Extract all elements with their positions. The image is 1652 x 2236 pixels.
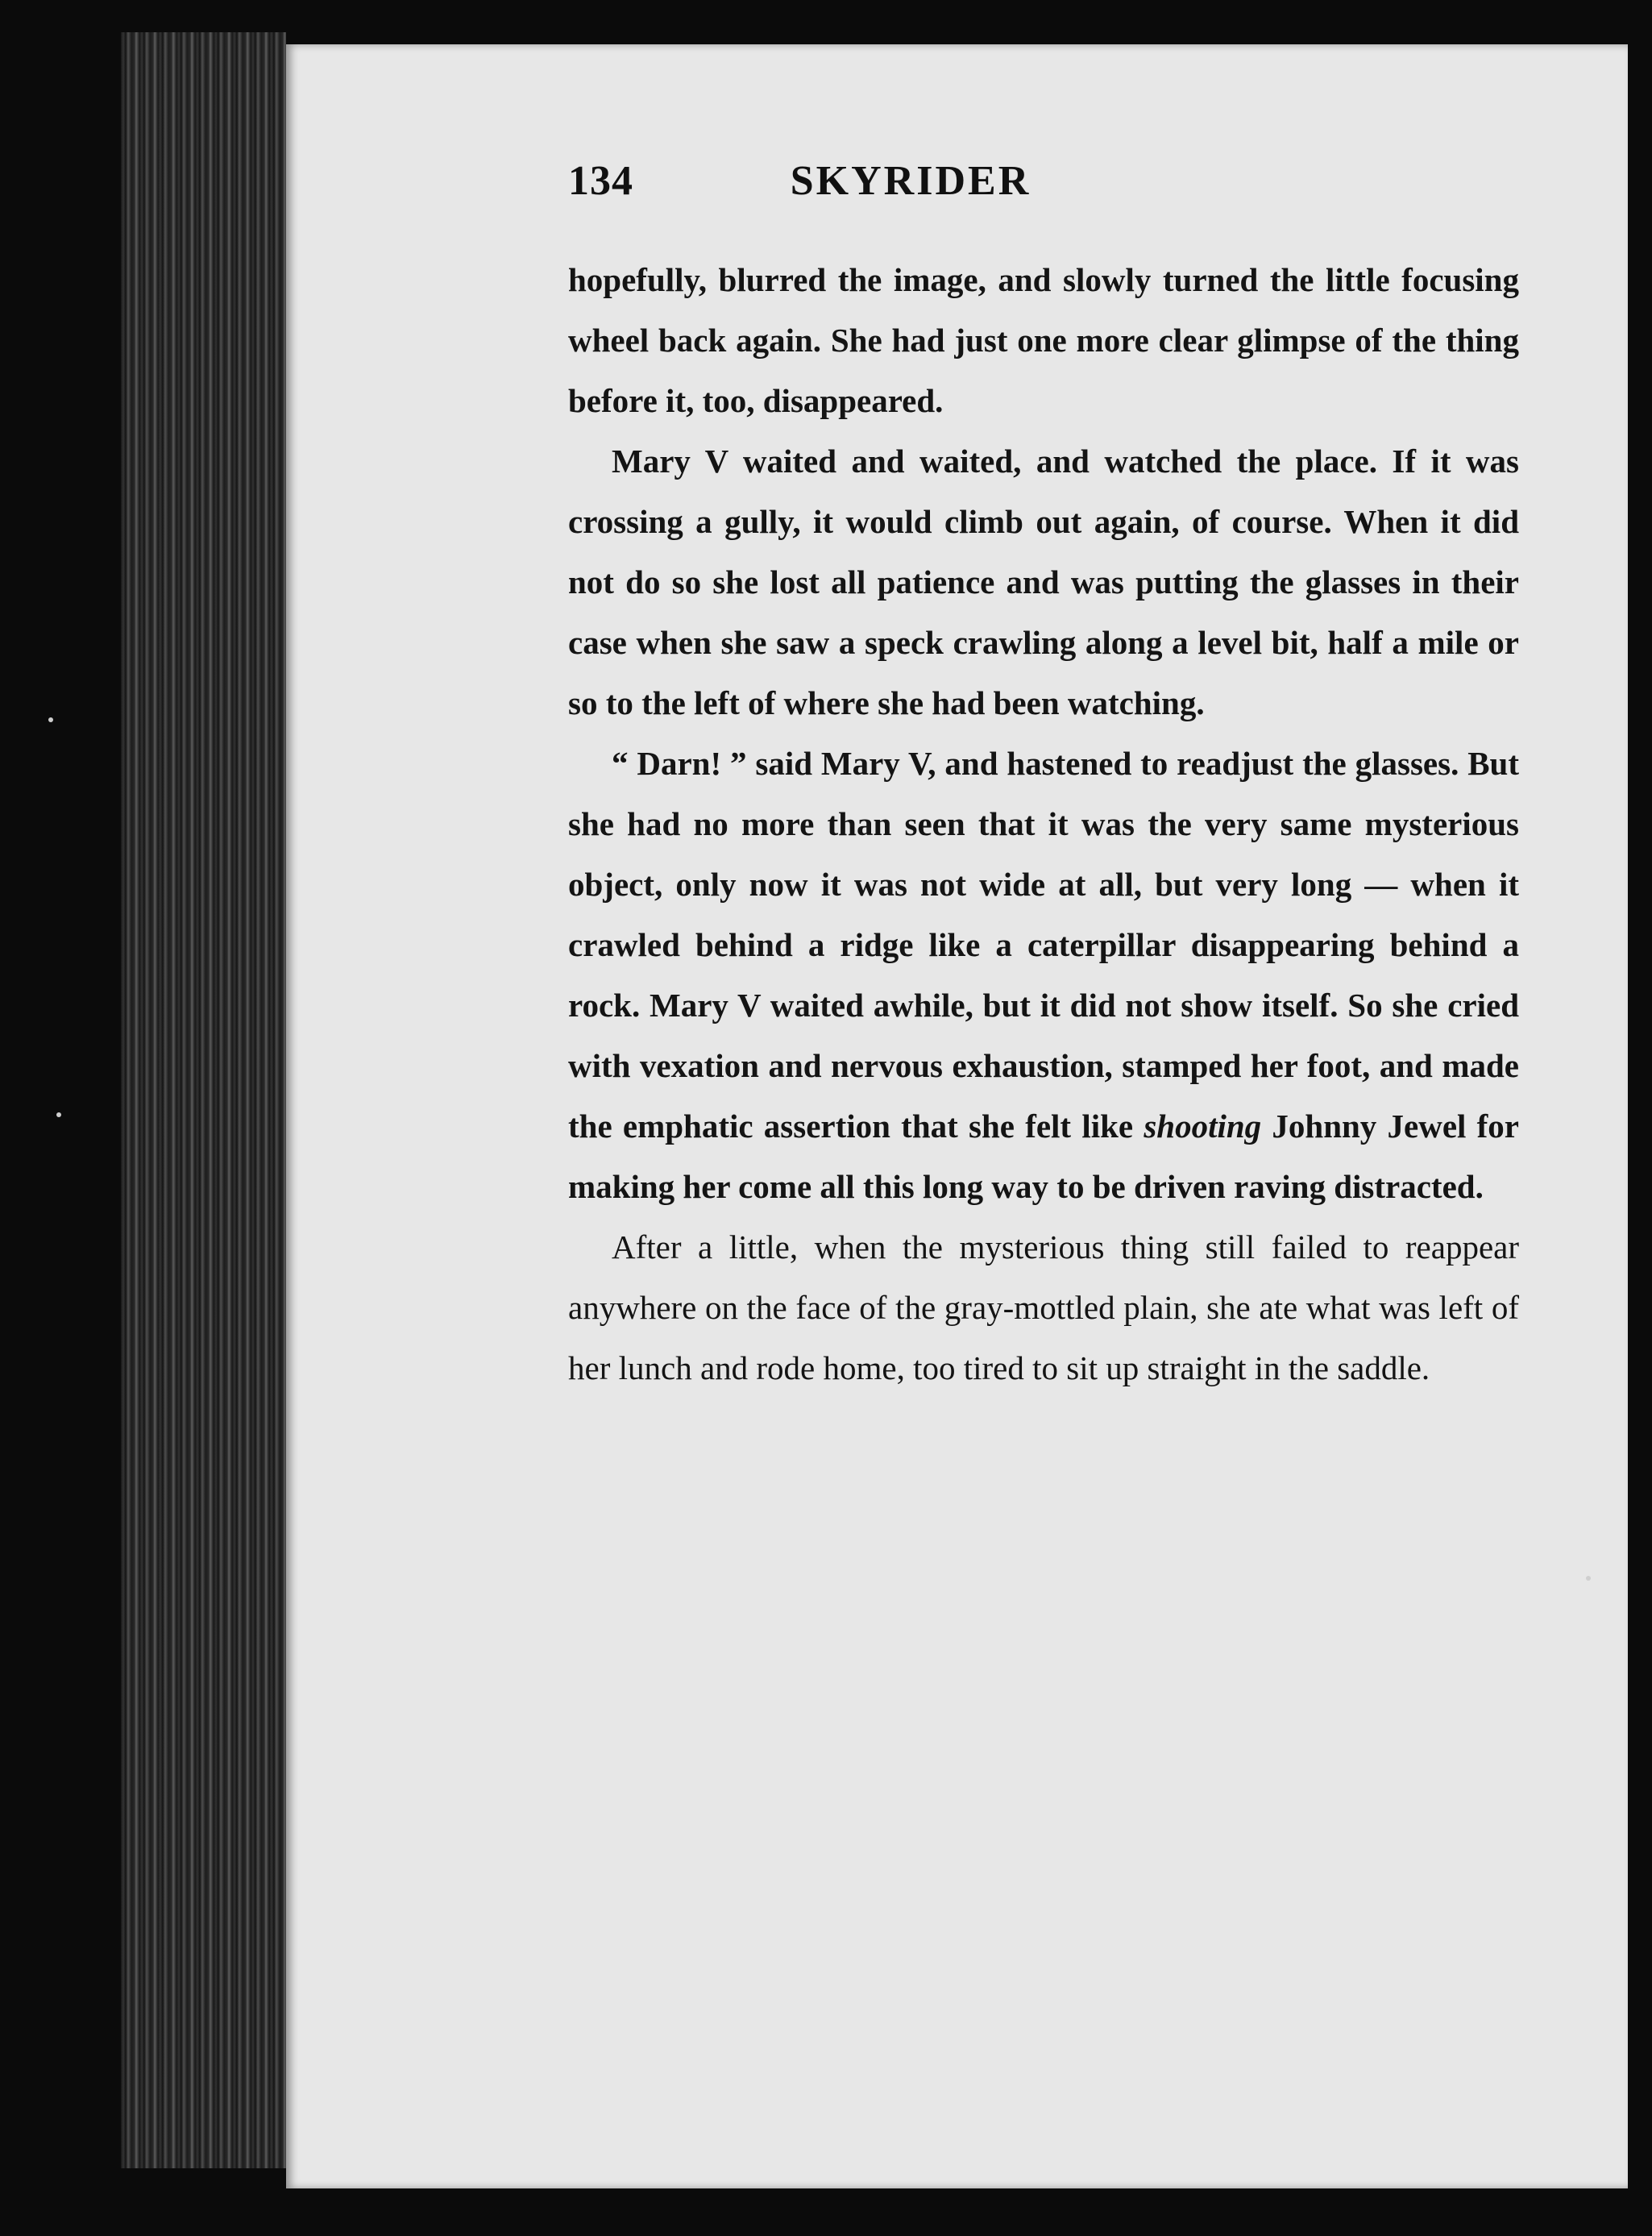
book-spine-edge (121, 32, 286, 2168)
running-head (568, 157, 1197, 214)
body-text (568, 250, 1519, 1399)
scan-border (1628, 44, 1652, 2188)
paragraph-1: hopefully, blurred the image, and slowly turned the little focusing wheel back again. She had just one more clear glimpse of the thing before it, too, disappeared. (568, 261, 1519, 419)
paragraph-2: Mary V waited and waited, and watched the place. If it was crossing a gully, it would climb out again, of course. When it did not do so she lost all patience and was putting the glasses in their case when she saw a speck crawling along a level bit, half a mile or so to the left of where she had been watching. (568, 443, 1519, 721)
paragraph-3 (568, 734, 1519, 1217)
running-title: SKYRIDER (790, 158, 1031, 204)
paragraph-3-tail: Johnny Jewel for making her come all this long way to be driven raving distracted. (568, 1108, 1520, 1205)
paragraph-4: After a little, when the mysterious thing still failed to reappear anywhere on the face of the gray-mottled plain, she ate what was left of her lunch and rode home, too tired to sit up straight in the saddle. (568, 1228, 1519, 1386)
scan-speck (56, 1112, 61, 1117)
scan-speck (1586, 1576, 1591, 1581)
scan-speck (48, 717, 53, 722)
page-number: 134 (568, 158, 633, 204)
emphasized-word: shooting (1144, 1108, 1262, 1145)
paragraph-3-text: “ Darn! ” said Mary V, and hastened to readjust the glasses. But she had no more than seen that it was the very same mysterious object, only now it was not wide at all, but very long — when it crawled behind a ridge like a caterpillar disappearing behind a rock. Mary V waited awhile, but it did not show itself. So she cried with vexation and nervous exhaustion, stamped her foot, and made the emphatic assertion that she felt like (568, 745, 1519, 1145)
